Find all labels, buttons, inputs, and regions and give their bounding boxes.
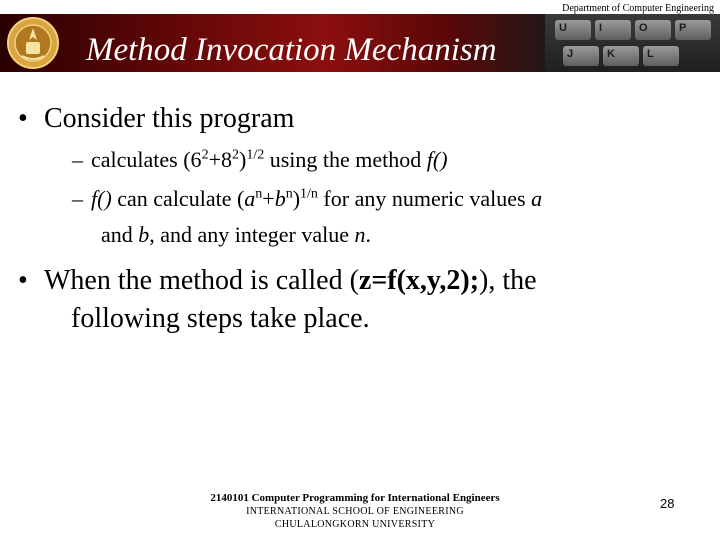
text: When the method is called (	[44, 265, 359, 296]
footer-university: CHULALONGKORN UNIVERSITY	[274, 519, 436, 530]
superscript: 2	[231, 147, 239, 163]
footer-school: INTERNATIONAL SCHOOL OF ENGINEERING	[246, 506, 464, 517]
text: +8	[208, 147, 232, 172]
method-name: f()	[91, 186, 112, 211]
keyboard-key: J	[563, 46, 599, 66]
bullet-dot-icon: •	[18, 265, 28, 296]
university-seal-icon	[6, 16, 60, 70]
method-name: f()	[426, 147, 448, 172]
superscript: n	[255, 186, 263, 202]
text: .	[365, 222, 372, 247]
subbullet-f-can-calculate	[72, 186, 542, 212]
keyboard-key: U	[555, 20, 591, 40]
superscript: n	[285, 186, 293, 202]
text: )	[292, 186, 301, 211]
text: +	[262, 186, 275, 211]
code-snippet: z=f(x,y,2);	[358, 265, 480, 296]
page-number: 28	[660, 496, 675, 511]
slide-title: Method Invocation Mechanism	[86, 32, 497, 68]
text: for any numeric values	[317, 186, 532, 211]
keyboard-key: K	[603, 46, 639, 66]
subbullet-calculates	[72, 147, 448, 173]
variable: b	[138, 222, 150, 247]
text: )	[238, 147, 247, 172]
keyboard-key: L	[643, 46, 679, 66]
text: can calculate (	[111, 186, 245, 211]
bullet-consider-program	[18, 103, 295, 135]
bullet-method-called	[18, 262, 537, 338]
header-band	[0, 14, 720, 72]
variable: b	[274, 186, 286, 211]
text: following steps take place.	[71, 303, 370, 334]
subbullet-continuation	[101, 222, 371, 248]
text: calculates (6	[91, 147, 202, 172]
department-label: Department of Computer Engineering	[562, 3, 714, 14]
text: , and any integer value	[149, 222, 355, 247]
footer-course: 2140101 Computer Programming for International Engineers	[210, 492, 500, 504]
variable: a	[531, 186, 543, 211]
dash-icon: –	[72, 186, 83, 211]
bullet-text: Consider this program	[44, 103, 295, 134]
text: and	[101, 222, 139, 247]
keyboard-key: P	[675, 20, 711, 40]
superscript: 2	[201, 147, 209, 163]
dash-icon: –	[72, 147, 83, 172]
variable: n	[354, 222, 366, 247]
superscript: 1/2	[246, 147, 265, 163]
bullet-dot-icon: •	[18, 103, 28, 134]
superscript: 1/n	[300, 186, 318, 202]
footer	[160, 492, 550, 531]
text: ), the	[479, 265, 537, 296]
keyboard-key: O	[635, 20, 671, 40]
keyboard-key: I	[595, 20, 631, 40]
keyboard-image	[545, 14, 720, 72]
variable: a	[244, 186, 256, 211]
text: using the method	[264, 147, 427, 172]
